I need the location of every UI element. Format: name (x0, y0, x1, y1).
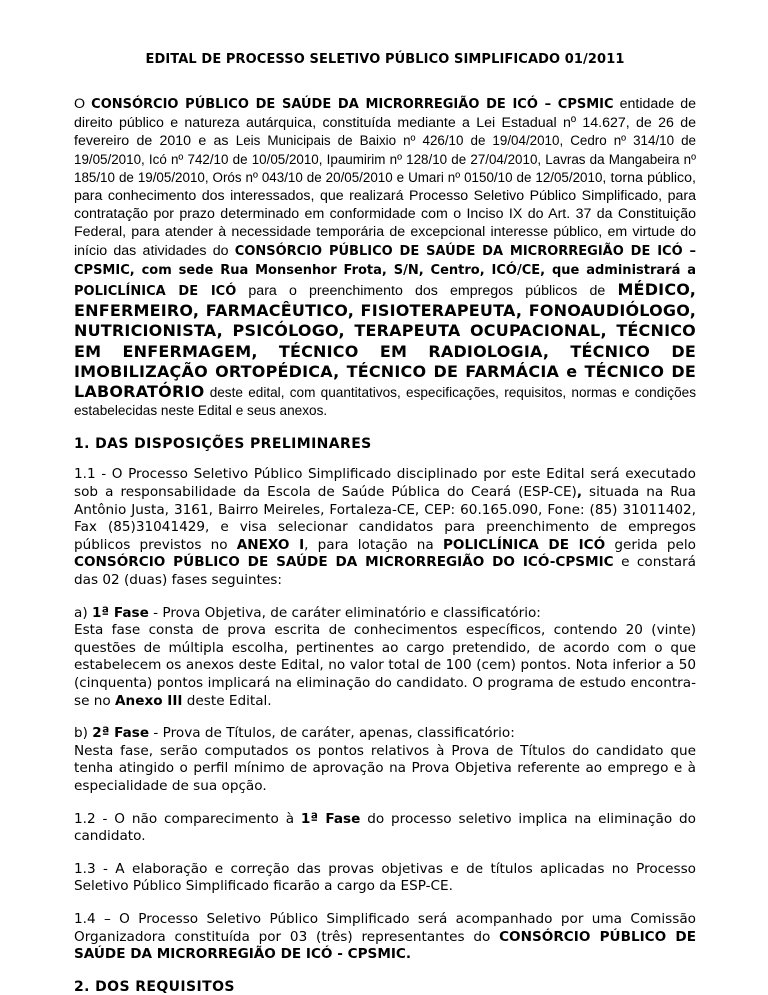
section-heading: 1. DAS DISPOSIÇÕES PRELIMINARES (74, 436, 372, 453)
intro-text: para o preenchimento dos empregos públicos de (236, 283, 618, 300)
text-bold: 1ª Fase (300, 810, 361, 827)
text: e constará das 02 (duas) fases seguintes: (74, 554, 696, 589)
paragraph-1-4 (74, 911, 696, 964)
intro-text: , torna público, para conhecimento dos interessados, que realizará Processo Seletivo Público Simplificado, para contratação por prazo determinado em conformidade com o Inciso IX do Art. 37 da Constituição Federal, para atender à necessidade temporária de excepcional interesse público, em virtude do início das atividades do (74, 169, 696, 259)
text-bold: Anexo III (115, 692, 183, 709)
intro-text: O (74, 96, 92, 112)
text: deste Edital. (182, 692, 272, 709)
text: - Prova de Títulos, de caráter, apenas, classificatório: (149, 725, 515, 742)
intro-paragraph (74, 95, 696, 420)
intro-text: deste edital, com quantitativos, especificações, requisitos, normas e condições estabelecidas neste Edital e seus anexos. (74, 385, 696, 419)
paragraph-phase-2 (74, 725, 696, 795)
paragraph-1-2 (74, 811, 696, 846)
paragraph-phase-1 (74, 605, 696, 711)
paragraph-1-1 (74, 466, 696, 589)
text-bold: CONSÓRCIO PÚBLICO DE SAÚDE DA MICRORREGIÃO DO ICÓ-CPSMIC (74, 554, 614, 571)
document-title: EDITAL DE PROCESSO SELETIVO PÚBLICO SIMPLIFICADO 01/2011 (145, 52, 625, 67)
text: situada na Rua Antônio Justa, 3161, Bairro Meireles, Fortaleza-CE, CEP: 60.165.090, Fone: (85) 31011402, Fax (85)31041429, e visa selecionar candidatos para preenchimento de empregos públicos previstos no (74, 484, 696, 553)
text: Nesta fase, serão computados os pontos relativos à Prova de Títulos do candidato que tenha atingido o perfil mínimo de aprovação na Prova Objetiva referente ao emprego e à especialidade de sua opção. (74, 742, 696, 794)
intro-entity-name: CONSÓRCIO PÚBLICO DE SAÚDE DA MICRORREGIÃO DE ICÓ – CPSMIC (91, 97, 614, 112)
section-heading: 2. DOS REQUISITOS (74, 978, 235, 995)
text-bold: , (576, 484, 583, 501)
text: do processo seletivo implica na eliminação do candidato. (74, 810, 696, 845)
text-bold: POLICLÍNICA DE ICÓ (442, 536, 606, 553)
text-bold: 1ª Fase (91, 604, 149, 621)
text: gerida pelo (605, 536, 696, 553)
text: 1.1 - O Processo Seletivo Público Simplificado disciplinado por este Edital será executado sob a responsabilidade da Escola de Saúde Pública do Ceará (ESP-CE) (74, 466, 696, 501)
text: b) (74, 725, 93, 742)
text: 1.2 - O não comparecimento à (74, 810, 301, 827)
intro-job-list: MÉDICO, ENFERMEIRO, FARMACÊUTICO, FISIOTERAPEUTA, FONOAUDIÓLOGO, NUTRICIONISTA, PSICÓLOGO, TERAPEUTA OCUPACIONAL, TÉCNICO EM ENFERMAGEM, TÉCNICO EM RADIOLOGIA, TÉCNICO DE IMOBILIZAÇÃO ORTOPÉDICA, TÉCNICO DE FARMÁCIA e TÉCNICO DE LABORATÓRIO (74, 280, 696, 402)
intro-municipal-laws: Leis Municipais de Baixio nº 426/10 de 19/04/2010, Cedro nº 314/10 de 19/05/2010, Icó nº 742/10 de 10/05/2010, Ipaumirim nº 128/10 de 27/04/2010, Lavras da Mangabeira nº 185/10 de 19/05/2010, Orós nº 043/10 de 20/05/2010 e Umari nº 0150/10 de 12/05/2010 (74, 133, 697, 185)
text-bold: CONSÓRCIO PÚBLICO DE SAÚDE DA MICRORREGIÃO DE ICÓ - CPSMIC. (74, 928, 696, 963)
intro-text: entidade de direito público e natureza autárquica, constituída mediante a Lei Estadual nº 14.627, de 26 de fevereiro de 2010 e as (74, 96, 696, 150)
paragraph-1-3: 1.3 - A elaboração e correção das provas objetivas e de títulos aplicadas no Processo Seletivo Público Simplificado ficarão a cargo da ESP-CE. (74, 860, 696, 895)
document-page (74, 52, 696, 995)
text: 1.4 – O Processo Seletivo Público Simplificado será acompanhado por uma Comissão Organizadora constituída por 03 (três) representantes do (74, 910, 696, 945)
text-bold: ANEXO I (236, 536, 305, 553)
text: , para lotação na (304, 536, 443, 553)
text: Esta fase consta de prova escrita de conhecimentos específicos, contendo 20 (vinte) questões de múltipla escolha, pertinentes ao cargo pretendido, de acordo com o que estabelecem os anexos deste Edital, no valor total de 100 (cem) pontos. Nota inferior a 50 (cinquenta) pontos implicará na eliminação do candidato. O programa de estudo encontra-se no (74, 622, 696, 709)
text-bold: 2ª Fase (92, 725, 150, 742)
text: a) (74, 604, 92, 621)
intro-entity-address: CONSÓRCIO PÚBLICO DE SAÚDE DA MICRORREGIÃO DE ICÓ – CPSMIC, com sede Rua Monsenhor Frota, S/N, Centro, ICÓ/CE, que administrará a POLICLÍNICA DE ICÓ (74, 243, 696, 300)
text: - Prova Objetiva, de caráter eliminatório e classificatório: (148, 604, 541, 621)
